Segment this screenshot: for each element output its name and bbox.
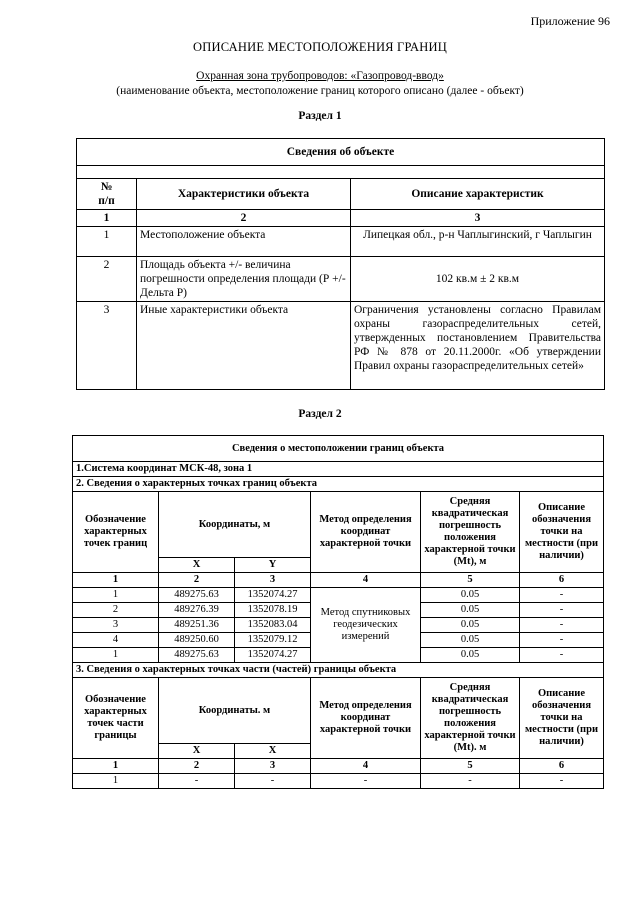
boundary-table-title: Сведения о местоположении границ объекта xyxy=(73,436,604,462)
part-header-coordinates: Координаты. м xyxy=(159,678,311,744)
object-info-table xyxy=(76,138,605,390)
col-number: 4 xyxy=(311,573,421,588)
header-coordinates: Координаты, м xyxy=(159,492,311,558)
point-y: 1352074.27 xyxy=(235,588,311,603)
row-value: Ограничения установлены согласно Правилам охраны газораспределительных сетей, утвержденных постановлением Правительства РФ № 878 от 20.11.2000г. «Об утверждении Правил охраны газораспределительных сетей» xyxy=(351,302,605,390)
col-number: 2 xyxy=(137,210,351,227)
point-x: 489275.63 xyxy=(159,588,235,603)
col-number: 5 xyxy=(421,759,520,774)
point-error: 0.05 xyxy=(421,618,520,633)
row-value: 102 кв.м ± 2 кв.м xyxy=(351,257,605,302)
part-point-description: - xyxy=(520,774,604,789)
point-error: 0.05 xyxy=(421,633,520,648)
point-id: 1 xyxy=(73,648,159,663)
header-characteristic: Характеристики объекта xyxy=(137,179,351,210)
row-number: 3 xyxy=(77,302,137,390)
col-number: 3 xyxy=(235,759,311,774)
point-description: - xyxy=(520,648,604,663)
part-header-designation: Обозначение характерных точек части границы xyxy=(73,678,159,759)
header-number: № п/п xyxy=(77,179,137,210)
point-id: 4 xyxy=(73,633,159,648)
coordinate-system: 1.Система координат МСК-48, зона 1 xyxy=(73,462,604,477)
header-description: Описание характеристик xyxy=(351,179,605,210)
point-error: 0.05 xyxy=(421,603,520,618)
point-error: 0.05 xyxy=(421,648,520,663)
col-number: 5 xyxy=(421,573,520,588)
part-point-id: 1 xyxy=(73,774,159,789)
point-y: 1352074.27 xyxy=(235,648,311,663)
part-header-error: Средняя квадратическая погрешность положения характерной точки (Mt). м xyxy=(421,678,520,759)
point-x: 489250.60 xyxy=(159,633,235,648)
object-name: Охранная зона трубопроводов: «Газопровод-ввод» xyxy=(196,70,444,82)
col-number: 3 xyxy=(351,210,605,227)
part-point-x: - xyxy=(159,774,235,789)
section-1-label: Раздел 1 xyxy=(298,110,342,122)
col-number: 3 xyxy=(235,573,311,588)
part-point-y: - xyxy=(235,774,311,789)
part-points-heading: 3. Сведения о характерных точках части (частей) границы объекта xyxy=(73,663,604,678)
col-number: 1 xyxy=(73,759,159,774)
row-number: 1 xyxy=(77,227,137,257)
object-note: (наименование объекта, местоположение границ которого описано (далее - объект) xyxy=(116,85,524,97)
document-title: ОПИСАНИЕ МЕСТОПОЛОЖЕНИЯ ГРАНИЦ xyxy=(193,40,447,54)
point-description: - xyxy=(520,588,604,603)
point-error: 0.05 xyxy=(421,588,520,603)
part-header-point-description: Описание обозначения точки на местности (при наличии) xyxy=(520,678,604,759)
col-number: 2 xyxy=(159,759,235,774)
point-description: - xyxy=(520,618,604,633)
point-description: - xyxy=(520,603,604,618)
part-header-x: X xyxy=(159,744,235,759)
part-point-error: - xyxy=(421,774,520,789)
col-number: 1 xyxy=(73,573,159,588)
header-method: Метод определения координат характерной точки xyxy=(311,492,421,573)
header-x: X xyxy=(159,558,235,573)
part-header-method: Метод определения координат характерной точки xyxy=(311,678,421,759)
row-name: Площадь объекта +/- величина погрешности определения площади (Р +/- Дельта Р) xyxy=(137,257,351,302)
row-name: Иные характеристики объекта xyxy=(137,302,351,390)
section-2-label: Раздел 2 xyxy=(298,408,342,420)
header-point-description: Описание обозначения точки на местности (при наличии) xyxy=(520,492,604,573)
row-value: Липецкая обл., р-н Чаплыгинский, г Чаплыгин xyxy=(351,227,605,257)
point-description: - xyxy=(520,633,604,648)
object-info-title: Сведения об объекте xyxy=(77,139,605,166)
col-number: 2 xyxy=(159,573,235,588)
point-x: 489276.39 xyxy=(159,603,235,618)
part-header-y: X xyxy=(235,744,311,759)
point-id: 1 xyxy=(73,588,159,603)
part-point-method: - xyxy=(311,774,421,789)
col-number: 1 xyxy=(77,210,137,227)
appendix-label: Приложение 96 xyxy=(530,14,610,28)
point-x: 489251.36 xyxy=(159,618,235,633)
point-y: 1352083.04 xyxy=(235,618,311,633)
col-number: 6 xyxy=(520,759,604,774)
points-heading: 2. Сведения о характерных точках границ объекта xyxy=(73,477,604,492)
point-y: 1352079.12 xyxy=(235,633,311,648)
header-y: Y xyxy=(235,558,311,573)
point-id: 3 xyxy=(73,618,159,633)
header-error: Средняя квадратическая погрешность положения характерной точки (Mt), м xyxy=(421,492,520,573)
point-id: 2 xyxy=(73,603,159,618)
header-designation: Обозначение характерных точек границ xyxy=(73,492,159,573)
point-x: 489275.63 xyxy=(159,648,235,663)
row-name: Местоположение объекта xyxy=(137,227,351,257)
col-number: 4 xyxy=(311,759,421,774)
col-number: 6 xyxy=(520,573,604,588)
method-value: Метод спутниковых геодезических измерений xyxy=(311,588,421,663)
row-number: 2 xyxy=(77,257,137,302)
point-y: 1352078.19 xyxy=(235,603,311,618)
spacer-row xyxy=(77,166,605,179)
boundary-points-table xyxy=(72,435,604,789)
